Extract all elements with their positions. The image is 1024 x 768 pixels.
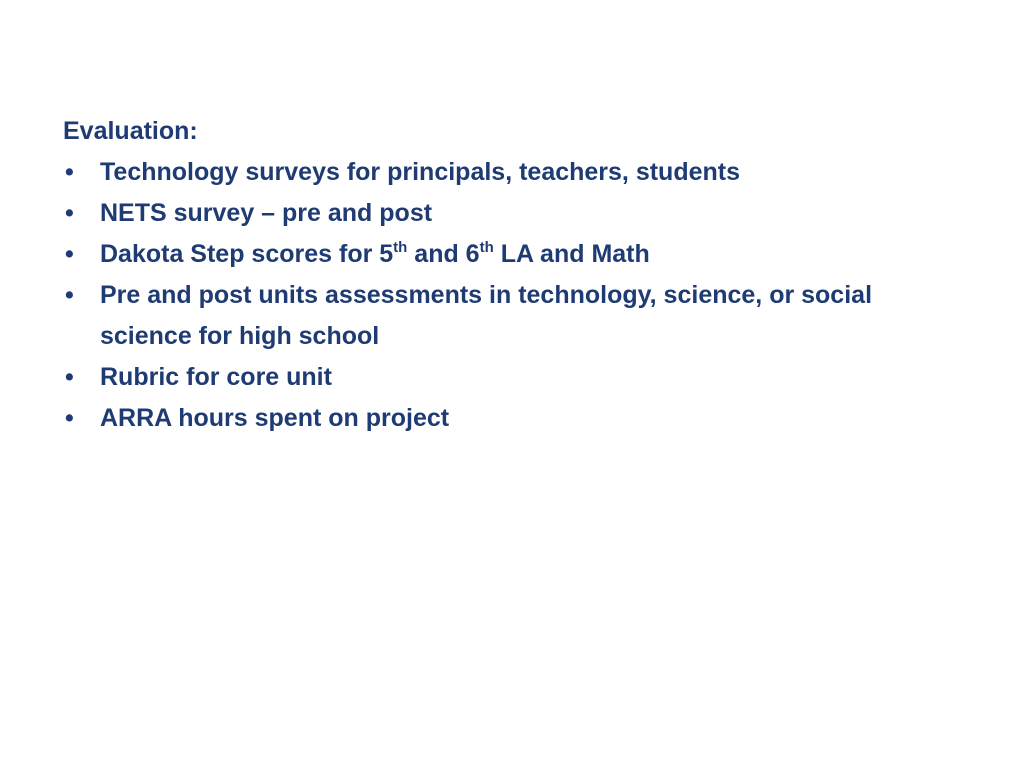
bullet-list [63, 152, 963, 439]
bullet-icon: • [65, 158, 74, 186]
list-item-text-part: and 6 [407, 240, 480, 268]
list-item-text-part: Dakota Step scores for 5 [100, 240, 394, 268]
list-item-text-part: LA and Math [493, 240, 650, 268]
bullet-icon: • [65, 240, 74, 268]
list-item [63, 275, 963, 357]
list-item-text [100, 240, 650, 268]
list-item-text: Rubric for core unit [100, 363, 332, 391]
slide-body [63, 111, 963, 439]
list-item-text: ARRA hours spent on project [100, 404, 450, 432]
bullet-icon: • [65, 199, 74, 227]
bullet-icon: • [65, 404, 74, 432]
bullet-icon: • [65, 281, 74, 309]
superscript-ordinal: th [393, 238, 408, 256]
list-item-text: Pre and post units assessments in technology, science, or social science for high school [100, 281, 873, 350]
list-item [63, 234, 963, 275]
list-item [63, 398, 963, 439]
list-item [63, 193, 963, 234]
list-item-text: Technology surveys for principals, teachers, students [100, 158, 741, 186]
superscript-ordinal: th [479, 238, 494, 256]
bullet-icon: • [65, 363, 74, 391]
list-item [63, 357, 963, 398]
evaluation-heading: Evaluation: [63, 117, 198, 145]
list-item-text: NETS survey – pre and post [100, 199, 433, 227]
list-item [63, 152, 963, 193]
